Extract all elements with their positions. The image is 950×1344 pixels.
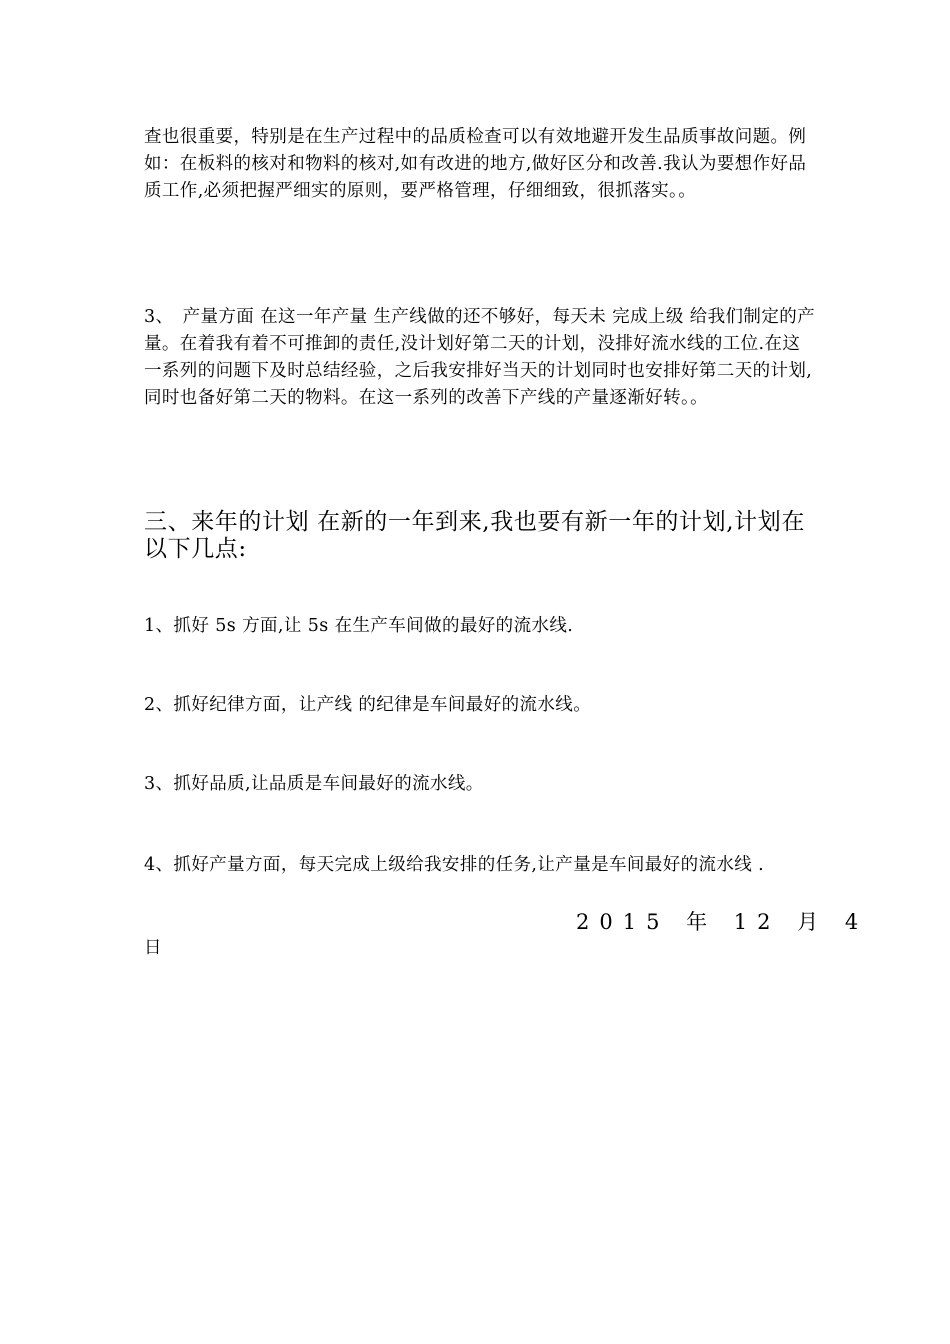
signature-date-day: 日 [144, 938, 162, 958]
plan-item-3: 3、抓好品质,让品质是车间最好的流水线。 [144, 774, 484, 794]
plan-section-heading: 三、来年的计划 在新的一年到来,我也要有新一年的计划,计划在以下几点: [144, 509, 805, 562]
plan-item-1: 1、抓好 5s 方面,让 5s 在生产车间做的最好的流水线. [144, 616, 574, 636]
plan-item-4: 4、抓好产量方面，每天完成上级给我安排的任务,让产量是车间最好的流水线 . [144, 855, 765, 875]
plan-item-2: 2、抓好纪律方面，让产线 的纪律是车间最好的流水线。 [144, 695, 592, 715]
quality-paragraph: 查也很重要，特别是在生产过程中的品质检查可以有效地避开发生品质事故问题。例如：在板料的核对和物料的核对,如有改进的地方,做好区分和改善.我认为要想作好品质工作,必须把握严细实的原则，要严格管理，仔细细致，很抓落实。。 [144, 127, 807, 201]
output-paragraph: 3、 产量方面 在这一年产量 生产线做的还不够好，每天未 完成上级 给我们制定的产量。在着我有着不可推卸的责任,没计划好第二天的计划，没排好流水线的工位.在这一系列的问题下及时总结经验，之后我安排好当天的计划同时也安排好第二天的计划,同时也备好第二天的物料。在这一系列的改善下产线的产量逐渐好转。。 [144, 307, 816, 408]
signature-date: 2015 年 12 月 4 [576, 910, 869, 934]
